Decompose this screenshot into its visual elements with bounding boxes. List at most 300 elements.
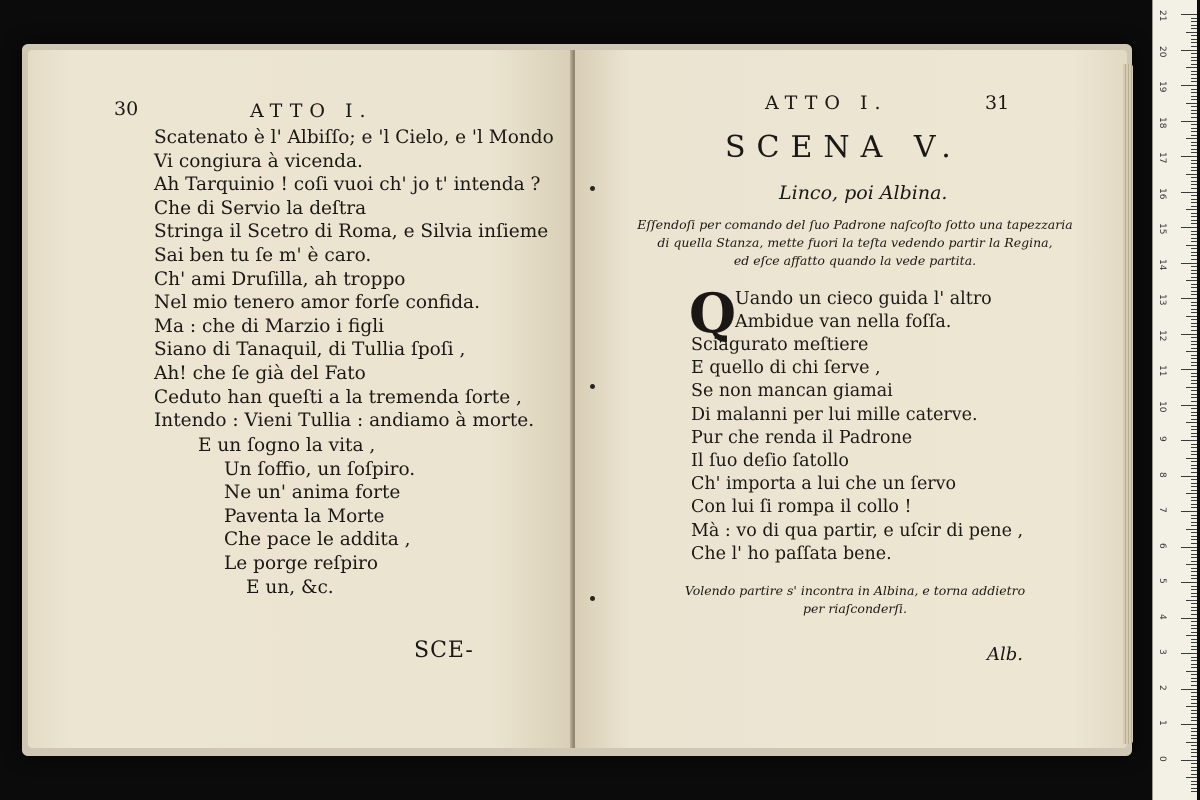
aria-line: Le porge reſpiro	[224, 552, 378, 574]
ruler-tick	[1181, 14, 1197, 15]
ruler-tick	[1181, 298, 1197, 299]
ruler-tick	[1186, 174, 1197, 175]
verse-line: Ah Tarquinio ! coſi vuoi ch' jo t' intenda ?	[154, 174, 541, 196]
ruler-tick	[1191, 607, 1197, 608]
ruler-tick	[1186, 387, 1197, 388]
ruler-tick	[1191, 444, 1197, 445]
ruler-number: 5	[1157, 578, 1167, 584]
ruler-tick	[1191, 774, 1197, 775]
ruler-tick	[1191, 92, 1197, 93]
ruler-tick	[1181, 653, 1197, 654]
ruler-tick	[1191, 667, 1197, 668]
ruler-tick	[1191, 749, 1197, 750]
ruler-tick	[1191, 373, 1197, 374]
ruler-tick	[1191, 302, 1197, 303]
measurement-ruler	[1152, 0, 1197, 800]
ruler-tick	[1191, 468, 1197, 469]
ruler-tick	[1186, 138, 1197, 139]
catchword: SCE-	[414, 638, 474, 663]
ruler-number: 19	[1157, 81, 1167, 93]
ruler-tick	[1191, 497, 1197, 498]
ruler-tick	[1191, 571, 1197, 572]
aria-line: Che pace le addita ,	[224, 529, 411, 551]
ruler-tick	[1191, 500, 1197, 501]
ruler-tick	[1191, 291, 1197, 292]
ruler-tick	[1191, 678, 1197, 679]
ruler-tick	[1186, 103, 1197, 104]
ruler-tick	[1191, 223, 1197, 224]
ruler-tick	[1191, 74, 1197, 75]
ruler-tick	[1191, 35, 1197, 36]
ruler-tick	[1181, 227, 1197, 228]
stage-line: di quella Stanza, mette fuori la teſta vedendo partir la Regina,	[657, 235, 1053, 250]
ruler-tick	[1191, 337, 1197, 338]
ruler-tick	[1191, 408, 1197, 409]
ruler-number: 11	[1157, 365, 1167, 377]
ruler-tick	[1191, 433, 1197, 434]
verse-block	[154, 126, 554, 433]
aria-block	[198, 434, 415, 599]
ruler-tick	[1191, 575, 1197, 576]
ruler-tick	[1191, 365, 1197, 366]
ruler-number: 2	[1157, 684, 1167, 691]
ruler-tick	[1191, 515, 1197, 516]
ruler-tick	[1191, 522, 1197, 523]
ruler-number: 20	[1157, 45, 1167, 57]
ruler-tick	[1191, 106, 1197, 107]
ruler-tick	[1186, 458, 1197, 459]
ruler-tick	[1181, 121, 1197, 122]
verse-line: Sai ben tu ſe m' è caro.	[154, 244, 372, 266]
ruler-tick	[1191, 341, 1197, 342]
ruler-tick	[1191, 713, 1197, 714]
ruler-tick	[1191, 42, 1197, 43]
ruler-tick	[1191, 397, 1197, 398]
ruler-tick	[1181, 50, 1197, 51]
ruler-tick	[1191, 326, 1197, 327]
ruler-tick	[1181, 618, 1197, 619]
ruler-number: 8	[1157, 471, 1167, 478]
ruler-tick	[1191, 220, 1197, 221]
ruler-tick	[1181, 689, 1197, 690]
ruler-tick	[1191, 99, 1197, 100]
ruler-tick	[1191, 735, 1197, 736]
ruler-tick	[1191, 436, 1197, 437]
ruler-tick	[1191, 195, 1197, 196]
running-head: ATTO I.	[250, 100, 373, 122]
verse-line: Siano di Tanaquil, di Tullia ſpoſi ,	[154, 339, 466, 361]
ruler-tick	[1191, 28, 1197, 29]
ruler-tick	[1191, 472, 1197, 473]
ruler-tick	[1191, 376, 1197, 377]
binding-stitch	[590, 186, 595, 191]
ruler-number: 13	[1157, 294, 1167, 306]
verse-line: Che di Servio la deſtra	[154, 197, 367, 219]
ruler-tick	[1191, 703, 1197, 704]
verse-line: Con lui ſi rompa il collo !	[691, 497, 912, 518]
ruler-tick	[1191, 383, 1197, 384]
verse-line: Uando un cieco guida l' altro	[735, 289, 992, 309]
verse-line: Di malanni per lui mille caterve.	[691, 404, 978, 425]
ruler-tick	[1191, 660, 1197, 661]
ruler-tick	[1191, 490, 1197, 491]
page-number: 30	[114, 98, 139, 120]
ruler-tick	[1191, 167, 1197, 168]
ruler-tick	[1191, 568, 1197, 569]
verse-line: Sciagurato meſtiere	[691, 335, 869, 355]
ruler-tick	[1191, 696, 1197, 697]
scene-title: SCENA V.	[725, 130, 962, 165]
ruler-tick	[1191, 763, 1197, 764]
ruler-tick	[1191, 149, 1197, 150]
ruler-tick	[1191, 273, 1197, 274]
ruler-tick	[1191, 287, 1197, 288]
ruler-tick	[1181, 724, 1197, 725]
ruler-tick	[1191, 39, 1197, 40]
verse-line: Stringa il Scetro di Roma, e Silvia inſieme	[154, 221, 549, 243]
ruler-tick	[1191, 71, 1197, 72]
ruler-tick	[1191, 465, 1197, 466]
ruler-tick	[1191, 18, 1197, 19]
page-number: 31	[985, 92, 1010, 114]
ruler-tick	[1181, 760, 1197, 761]
ruler-tick	[1191, 170, 1197, 171]
ruler-tick	[1191, 646, 1197, 647]
verse-line: Scatenato è l' Albiſſo; e 'l Cielo, e 'l Mondo	[154, 127, 554, 148]
ruler-tick	[1191, 124, 1197, 125]
ruler-tick	[1191, 728, 1197, 729]
ruler-number: 16	[1157, 187, 1167, 199]
ruler-tick	[1191, 603, 1197, 604]
verse-line: Il ſuo deſio ſatollo	[691, 451, 849, 472]
ruler-tick	[1186, 209, 1197, 210]
ruler-tick	[1186, 245, 1197, 246]
ruler-number: 4	[1157, 613, 1167, 620]
ruler-tick	[1191, 135, 1197, 136]
drop-cap: Q	[689, 281, 737, 345]
ruler-tick	[1191, 596, 1197, 597]
ruler-tick	[1191, 543, 1197, 544]
ruler-tick	[1191, 628, 1197, 629]
ruler-tick	[1191, 731, 1197, 732]
ruler-tick	[1191, 319, 1197, 320]
ruler-tick	[1191, 284, 1197, 285]
ruler-tick	[1181, 476, 1197, 477]
stage-line: Volendo partire s' incontra in Albina, e torna addietro	[684, 583, 1026, 598]
ruler-tick	[1191, 586, 1197, 587]
ruler-tick	[1191, 60, 1197, 61]
ruler-tick	[1191, 46, 1197, 47]
ruler-tick	[1191, 486, 1197, 487]
ruler-tick	[1191, 152, 1197, 153]
ruler-tick	[1191, 504, 1197, 505]
ruler-tick	[1186, 316, 1197, 317]
ruler-number: 10	[1157, 400, 1167, 412]
verse-line: Pur che renda il Padrone	[691, 427, 913, 448]
ruler-tick	[1191, 451, 1197, 452]
ruler-tick	[1191, 25, 1197, 26]
verse-line: Ch' importa a lui che un ſervo	[691, 474, 957, 495]
ruler-tick	[1191, 447, 1197, 448]
ruler-tick	[1191, 128, 1197, 129]
ruler-tick	[1191, 177, 1197, 178]
ruler-tick	[1191, 461, 1197, 462]
verse-line: Ah! che ſe già del Fato	[154, 362, 366, 384]
ruler-tick	[1186, 493, 1197, 494]
ruler-tick	[1191, 788, 1197, 789]
ruler-tick	[1191, 305, 1197, 306]
ruler-tick	[1191, 639, 1197, 640]
catchword: Alb.	[987, 644, 1023, 665]
ruler-tick	[1191, 21, 1197, 22]
ruler-tick	[1186, 564, 1197, 565]
ruler-tick	[1191, 163, 1197, 164]
ruler-tick	[1191, 401, 1197, 402]
ruler-tick	[1191, 692, 1197, 693]
scene-persons: Linco, poi Albina.	[779, 182, 948, 204]
ruler-tick	[1191, 113, 1197, 114]
ruler-tick	[1191, 419, 1197, 420]
verse-line: Ceduto han queſti a la tremenda ſorte ,	[154, 386, 522, 408]
ruler-tick	[1191, 770, 1197, 771]
ruler-tick	[1191, 621, 1197, 622]
ruler-tick	[1191, 362, 1197, 363]
ruler-tick	[1191, 784, 1197, 785]
ruler-tick	[1191, 294, 1197, 295]
ruler-tick	[1191, 483, 1197, 484]
ruler-tick	[1191, 142, 1197, 143]
ruler-tick	[1191, 657, 1197, 658]
verse-line: Che l' ho paſſata bene.	[691, 543, 892, 564]
ruler-tick	[1186, 280, 1197, 281]
ruler-tick	[1191, 738, 1197, 739]
ruler-tick	[1191, 199, 1197, 200]
ruler-tick	[1191, 781, 1197, 782]
ruler-tick	[1191, 681, 1197, 682]
ruler-tick	[1191, 81, 1197, 82]
ruler-tick	[1191, 312, 1197, 313]
ruler-tick	[1191, 610, 1197, 611]
aria-line: Un ſoffio, un ſoſpiro.	[224, 458, 416, 480]
page-edges	[1123, 64, 1133, 744]
stage-line: Eſſendoſi per comando del ſuo Padrone naſcoſto ſotto una tapezzaria	[637, 217, 1073, 232]
open-book	[22, 44, 1132, 756]
ruler-tick	[1181, 547, 1197, 548]
ruler-tick	[1186, 32, 1197, 33]
running-head: ATTO I.	[765, 92, 888, 114]
ruler-tick	[1181, 369, 1197, 370]
verse-block-top	[735, 288, 992, 334]
ruler-tick	[1191, 415, 1197, 416]
ruler-tick	[1186, 529, 1197, 530]
ruler-number: 3	[1157, 649, 1167, 655]
ruler-tick	[1191, 117, 1197, 118]
ruler-tick	[1191, 348, 1197, 349]
ruler-tick	[1191, 394, 1197, 395]
ruler-tick	[1181, 85, 1197, 86]
ruler-tick	[1191, 277, 1197, 278]
ruler-tick	[1191, 213, 1197, 214]
ruler-tick	[1191, 745, 1197, 746]
ruler-tick	[1191, 685, 1197, 686]
ruler-tick	[1191, 614, 1197, 615]
ruler-tick	[1191, 255, 1197, 256]
ruler-tick	[1186, 351, 1197, 352]
ruler-tick	[1191, 53, 1197, 54]
binding-stitch	[590, 384, 595, 389]
aria-line: Ne un' anima forte	[224, 482, 401, 504]
ruler-tick	[1191, 454, 1197, 455]
ruler-tick	[1191, 266, 1197, 267]
ruler-tick	[1191, 720, 1197, 721]
ruler-tick	[1191, 206, 1197, 207]
ruler-tick	[1186, 706, 1197, 707]
ruler-number: 7	[1157, 507, 1167, 513]
ruler-tick	[1191, 259, 1197, 260]
ruler-tick	[1191, 525, 1197, 526]
ruler-tick	[1191, 479, 1197, 480]
ruler-number: 21	[1157, 10, 1167, 22]
ruler-tick	[1191, 532, 1197, 533]
ruler-tick	[1191, 330, 1197, 331]
ruler-tick	[1191, 642, 1197, 643]
ruler-tick	[1191, 131, 1197, 132]
ruler-tick	[1191, 64, 1197, 65]
right-page	[575, 50, 1127, 748]
verse-line: Se non mancan giamai	[691, 381, 893, 402]
ruler-number: 9	[1157, 436, 1167, 442]
ruler-number: 12	[1157, 329, 1167, 341]
ruler-tick	[1191, 426, 1197, 427]
ruler-tick	[1191, 791, 1197, 792]
ruler-tick	[1181, 192, 1197, 193]
verse-block	[691, 334, 1023, 566]
ruler-tick	[1186, 742, 1197, 743]
ruler-tick	[1191, 390, 1197, 391]
aria-line: E un, &c.	[246, 576, 334, 598]
ruler-tick	[1191, 710, 1197, 711]
ruler-number: 15	[1157, 223, 1167, 235]
ruler-tick	[1181, 156, 1197, 157]
ruler-tick	[1191, 216, 1197, 217]
ruler-tick	[1191, 181, 1197, 182]
ruler-number: 17	[1157, 152, 1167, 164]
ruler-tick	[1191, 184, 1197, 185]
ruler-tick	[1191, 380, 1197, 381]
ruler-tick	[1181, 405, 1197, 406]
ruler-tick	[1186, 67, 1197, 68]
ruler-tick	[1191, 248, 1197, 249]
ruler-tick	[1191, 664, 1197, 665]
ruler-tick	[1191, 78, 1197, 79]
ruler-tick	[1181, 334, 1197, 335]
ruler-tick	[1191, 625, 1197, 626]
aria-line: E un ſogno la vita ,	[198, 435, 376, 456]
aria-line: Paventa la Morte	[224, 505, 385, 527]
ruler-tick	[1186, 422, 1197, 423]
ruler-tick	[1191, 550, 1197, 551]
verse-line: Mà : vo di qua partir, e uſcir di pene ,	[691, 520, 1024, 541]
ruler-tick	[1191, 589, 1197, 590]
ruler-tick	[1191, 241, 1197, 242]
ruler-tick	[1191, 699, 1197, 700]
verse-line: E quello di chi ſerve ,	[691, 358, 881, 379]
ruler-tick	[1191, 578, 1197, 579]
ruler-tick	[1191, 536, 1197, 537]
ruler-tick	[1191, 234, 1197, 235]
ruler-tick	[1191, 344, 1197, 345]
ruler-number: 18	[1157, 116, 1167, 128]
ruler-tick	[1191, 96, 1197, 97]
ruler-tick	[1191, 752, 1197, 753]
ruler-number: 0	[1157, 755, 1167, 762]
ruler-number: 6	[1157, 542, 1167, 549]
ruler-tick	[1191, 561, 1197, 562]
ruler-tick	[1191, 507, 1197, 508]
ruler-tick	[1191, 309, 1197, 310]
ruler-tick	[1191, 412, 1197, 413]
ruler-tick	[1191, 202, 1197, 203]
ruler-tick	[1191, 231, 1197, 232]
ruler-tick	[1181, 263, 1197, 264]
binding-stitch	[590, 596, 595, 601]
ruler-tick	[1181, 511, 1197, 512]
ruler-tick	[1191, 355, 1197, 356]
ruler-tick	[1191, 238, 1197, 239]
ruler-tick	[1191, 270, 1197, 271]
verse-line: Ch' ami Druſilla, ah troppo	[154, 268, 406, 290]
ruler-tick	[1191, 89, 1197, 90]
ruler-tick	[1191, 593, 1197, 594]
left-page	[28, 50, 573, 748]
ruler-tick	[1191, 674, 1197, 675]
ruler-tick	[1191, 539, 1197, 540]
ruler-tick	[1191, 756, 1197, 757]
ruler-tick	[1191, 145, 1197, 146]
ruler-tick	[1191, 557, 1197, 558]
ruler-tick	[1191, 632, 1197, 633]
ruler-tick	[1191, 518, 1197, 519]
ruler-number: 1	[1157, 720, 1167, 726]
ruler-tick	[1191, 323, 1197, 324]
ruler-tick	[1181, 582, 1197, 583]
verse-line: Ma : che di Marzio i figli	[154, 315, 385, 337]
ruler-tick	[1191, 649, 1197, 650]
ruler-tick	[1191, 554, 1197, 555]
stage-line: ed eſce affatto quando la vede partita.	[733, 253, 977, 268]
ruler-tick	[1191, 110, 1197, 111]
ruler-tick	[1191, 358, 1197, 359]
ruler-tick	[1186, 777, 1197, 778]
ruler-tick	[1191, 767, 1197, 768]
ruler-number: 14	[1157, 258, 1167, 270]
ruler-tick	[1191, 717, 1197, 718]
ruler-tick	[1191, 429, 1197, 430]
verse-line: Intendo : Vieni Tullia : andiamo à morte.	[154, 410, 535, 432]
ruler-tick	[1191, 188, 1197, 189]
verse-line: Ambidue van nella foſſa.	[735, 312, 952, 333]
ruler-tick	[1191, 160, 1197, 161]
ruler-tick	[1181, 440, 1197, 441]
verse-line: Nel mio tenero amor forſe confida.	[154, 292, 480, 314]
ruler-tick	[1191, 252, 1197, 253]
ruler-tick	[1191, 57, 1197, 58]
stage-direction	[635, 582, 1075, 618]
verse-line: Vi congiura à vicenda.	[154, 150, 363, 172]
stage-line: per riaſconderſi.	[803, 601, 907, 616]
ruler-tick	[1186, 671, 1197, 672]
stage-direction	[615, 216, 1095, 270]
